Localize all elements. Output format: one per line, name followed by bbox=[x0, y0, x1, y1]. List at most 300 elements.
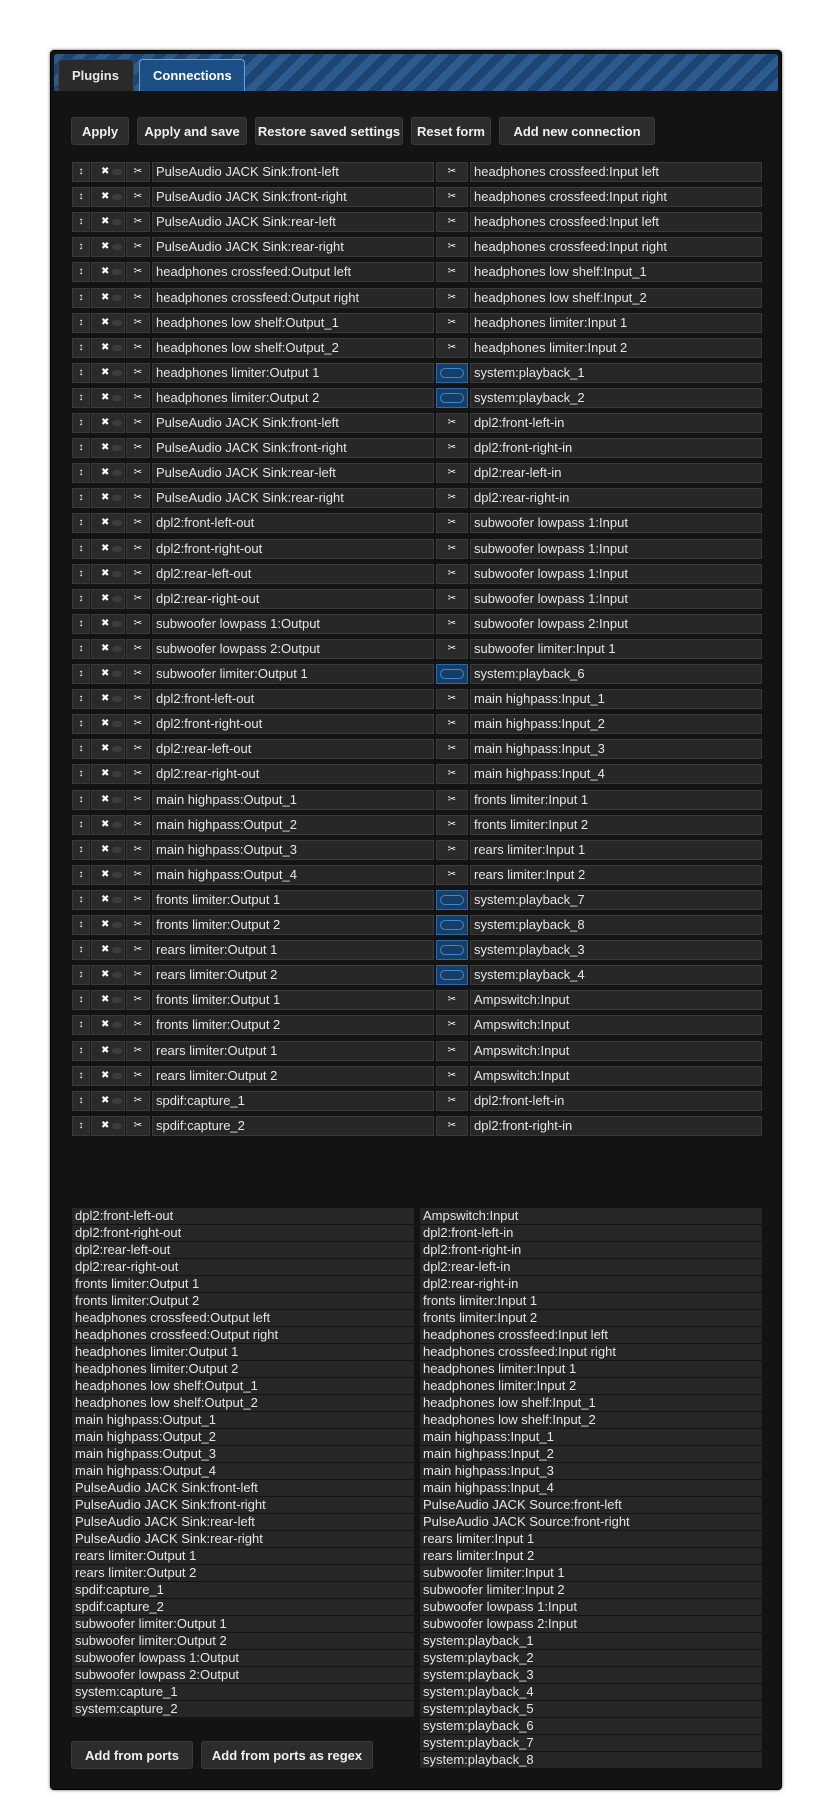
move-handle[interactable] bbox=[72, 664, 90, 684]
destination-port-field[interactable]: system:playback_6 bbox=[470, 664, 762, 684]
input-port-item[interactable]: fronts limiter:Input 2 bbox=[420, 1310, 762, 1326]
connection-toggle-button[interactable] bbox=[436, 1066, 468, 1086]
destination-port-field[interactable]: main highpass:Input_2 bbox=[470, 714, 762, 734]
delete-button[interactable] bbox=[91, 363, 125, 383]
delete-button[interactable] bbox=[91, 338, 125, 358]
destination-port-field[interactable]: dpl2:front-right-in bbox=[470, 438, 762, 458]
connection-toggle-button[interactable] bbox=[436, 714, 468, 734]
tab-plugins[interactable]: Plugins bbox=[58, 59, 134, 91]
connection-toggle-button[interactable] bbox=[436, 840, 468, 860]
cut-source-button[interactable] bbox=[126, 689, 150, 709]
restore-saved-settings-button[interactable]: Restore saved settings bbox=[255, 117, 403, 145]
delete-button[interactable] bbox=[91, 413, 125, 433]
output-port-item[interactable]: fronts limiter:Output 1 bbox=[72, 1276, 414, 1292]
delete-button[interactable] bbox=[91, 463, 125, 483]
move-handle[interactable] bbox=[72, 965, 90, 985]
delete-button[interactable] bbox=[91, 262, 125, 282]
delete-button[interactable] bbox=[91, 965, 125, 985]
destination-port-field[interactable]: Ampswitch:Input bbox=[470, 1041, 762, 1061]
destination-port-field[interactable]: headphones crossfeed:Input left bbox=[470, 212, 762, 232]
delete-button[interactable] bbox=[91, 187, 125, 207]
delete-button[interactable] bbox=[91, 162, 125, 182]
source-port-field[interactable]: PulseAudio JACK Sink:rear-left bbox=[152, 212, 434, 232]
move-handle[interactable] bbox=[72, 589, 90, 609]
delete-button[interactable] bbox=[91, 990, 125, 1010]
input-port-item[interactable]: subwoofer limiter:Input 2 bbox=[420, 1582, 762, 1598]
move-handle[interactable] bbox=[72, 1116, 90, 1136]
cut-source-button[interactable] bbox=[126, 413, 150, 433]
delete-button[interactable] bbox=[91, 664, 125, 684]
source-port-field[interactable]: subwoofer lowpass 2:Output bbox=[152, 639, 434, 659]
connection-toggle-button[interactable] bbox=[436, 564, 468, 584]
source-port-field[interactable]: dpl2:front-left-out bbox=[152, 689, 434, 709]
source-port-field[interactable]: headphones low shelf:Output_1 bbox=[152, 313, 434, 333]
cut-source-button[interactable] bbox=[126, 815, 150, 835]
input-port-item[interactable]: dpl2:rear-right-in bbox=[420, 1276, 762, 1292]
input-port-item[interactable]: system:playback_5 bbox=[420, 1701, 762, 1717]
connection-toggle-button[interactable] bbox=[436, 539, 468, 559]
destination-port-field[interactable]: headphones low shelf:Input_2 bbox=[470, 288, 762, 308]
input-port-item[interactable]: system:playback_8 bbox=[420, 1752, 762, 1768]
cut-source-button[interactable] bbox=[126, 790, 150, 810]
input-port-item[interactable]: PulseAudio JACK Source:front-left bbox=[420, 1497, 762, 1513]
move-handle[interactable] bbox=[72, 539, 90, 559]
reset-form-button[interactable]: Reset form bbox=[411, 117, 491, 145]
destination-port-field[interactable]: system:playback_2 bbox=[470, 388, 762, 408]
input-port-item[interactable]: dpl2:rear-left-in bbox=[420, 1259, 762, 1275]
move-handle[interactable] bbox=[72, 639, 90, 659]
connection-toggle-button[interactable] bbox=[436, 262, 468, 282]
output-port-item[interactable]: subwoofer limiter:Output 1 bbox=[72, 1616, 414, 1632]
delete-button[interactable] bbox=[91, 639, 125, 659]
move-handle[interactable] bbox=[72, 1015, 90, 1035]
destination-port-field[interactable]: system:playback_4 bbox=[470, 965, 762, 985]
move-handle[interactable] bbox=[72, 915, 90, 935]
input-port-item[interactable]: dpl2:front-right-in bbox=[420, 1242, 762, 1258]
cut-source-button[interactable] bbox=[126, 664, 150, 684]
connection-toggle-button[interactable] bbox=[436, 187, 468, 207]
move-handle[interactable] bbox=[72, 262, 90, 282]
move-handle[interactable] bbox=[72, 288, 90, 308]
destination-port-field[interactable]: headphones crossfeed:Input right bbox=[470, 187, 762, 207]
delete-button[interactable] bbox=[91, 1066, 125, 1086]
cut-source-button[interactable] bbox=[126, 338, 150, 358]
connection-toggle-button[interactable] bbox=[436, 689, 468, 709]
destination-port-field[interactable]: subwoofer lowpass 1:Input bbox=[470, 513, 762, 533]
output-port-item[interactable]: system:capture_2 bbox=[72, 1701, 414, 1717]
delete-button[interactable] bbox=[91, 815, 125, 835]
cut-source-button[interactable] bbox=[126, 890, 150, 910]
delete-button[interactable] bbox=[91, 915, 125, 935]
connection-toggle-button[interactable] bbox=[436, 589, 468, 609]
source-port-field[interactable]: headphones low shelf:Output_2 bbox=[152, 338, 434, 358]
output-port-item[interactable]: main highpass:Output_3 bbox=[72, 1446, 414, 1462]
cut-source-button[interactable] bbox=[126, 940, 150, 960]
cut-source-button[interactable] bbox=[126, 539, 150, 559]
source-port-field[interactable]: PulseAudio JACK Sink:front-right bbox=[152, 187, 434, 207]
destination-port-field[interactable]: fronts limiter:Input 1 bbox=[470, 790, 762, 810]
output-port-item[interactable]: subwoofer lowpass 1:Output bbox=[72, 1650, 414, 1666]
cut-source-button[interactable] bbox=[126, 714, 150, 734]
cut-source-button[interactable] bbox=[126, 463, 150, 483]
cut-source-button[interactable] bbox=[126, 212, 150, 232]
apply-and-save-button[interactable]: Apply and save bbox=[137, 117, 247, 145]
connection-toggle-button[interactable] bbox=[436, 313, 468, 333]
input-port-item[interactable]: headphones low shelf:Input_1 bbox=[420, 1395, 762, 1411]
move-handle[interactable] bbox=[72, 463, 90, 483]
source-port-field[interactable]: dpl2:front-right-out bbox=[152, 539, 434, 559]
output-port-item[interactable]: main highpass:Output_4 bbox=[72, 1463, 414, 1479]
source-port-field[interactable]: PulseAudio JACK Sink:rear-right bbox=[152, 237, 434, 257]
delete-button[interactable] bbox=[91, 1116, 125, 1136]
source-port-field[interactable]: main highpass:Output_3 bbox=[152, 840, 434, 860]
cut-source-button[interactable] bbox=[126, 262, 150, 282]
destination-port-field[interactable]: rears limiter:Input 2 bbox=[470, 865, 762, 885]
input-port-item[interactable]: main highpass:Input_3 bbox=[420, 1463, 762, 1479]
input-port-item[interactable]: subwoofer lowpass 2:Input bbox=[420, 1616, 762, 1632]
cut-source-button[interactable] bbox=[126, 313, 150, 333]
input-port-item[interactable]: headphones limiter:Input 1 bbox=[420, 1361, 762, 1377]
source-port-field[interactable]: rears limiter:Output 2 bbox=[152, 1066, 434, 1086]
source-port-field[interactable]: main highpass:Output_1 bbox=[152, 790, 434, 810]
destination-port-field[interactable]: main highpass:Input_3 bbox=[470, 739, 762, 759]
output-port-item[interactable]: main highpass:Output_1 bbox=[72, 1412, 414, 1428]
destination-port-field[interactable]: dpl2:rear-left-in bbox=[470, 463, 762, 483]
delete-button[interactable] bbox=[91, 488, 125, 508]
output-port-item[interactable]: headphones low shelf:Output_1 bbox=[72, 1378, 414, 1394]
delete-button[interactable] bbox=[91, 539, 125, 559]
connection-toggle-button[interactable] bbox=[436, 739, 468, 759]
source-port-field[interactable]: rears limiter:Output 1 bbox=[152, 940, 434, 960]
input-port-item[interactable]: headphones crossfeed:Input right bbox=[420, 1344, 762, 1360]
source-port-field[interactable]: fronts limiter:Output 1 bbox=[152, 890, 434, 910]
connection-toggle-button[interactable] bbox=[436, 463, 468, 483]
input-port-item[interactable]: rears limiter:Input 2 bbox=[420, 1548, 762, 1564]
output-port-item[interactable]: headphones low shelf:Output_2 bbox=[72, 1395, 414, 1411]
destination-port-field[interactable]: main highpass:Input_1 bbox=[470, 689, 762, 709]
source-port-field[interactable]: dpl2:rear-right-out bbox=[152, 589, 434, 609]
cut-source-button[interactable] bbox=[126, 162, 150, 182]
move-handle[interactable] bbox=[72, 1041, 90, 1061]
delete-button[interactable] bbox=[91, 388, 125, 408]
source-port-field[interactable]: headphones limiter:Output 1 bbox=[152, 363, 434, 383]
connection-toggle-button[interactable] bbox=[436, 990, 468, 1010]
move-handle[interactable] bbox=[72, 488, 90, 508]
delete-button[interactable] bbox=[91, 940, 125, 960]
input-port-item[interactable]: headphones crossfeed:Input left bbox=[420, 1327, 762, 1343]
connection-toggle-button[interactable] bbox=[436, 1015, 468, 1035]
input-port-item[interactable]: system:playback_4 bbox=[420, 1684, 762, 1700]
cut-source-button[interactable] bbox=[126, 288, 150, 308]
add-from-ports-regex-button[interactable]: Add from ports as regex bbox=[201, 1741, 373, 1769]
source-port-field[interactable]: PulseAudio JACK Sink:rear-right bbox=[152, 488, 434, 508]
source-port-field[interactable]: PulseAudio JACK Sink:front-right bbox=[152, 438, 434, 458]
connection-toggle-button[interactable] bbox=[436, 237, 468, 257]
input-port-item[interactable]: dpl2:front-left-in bbox=[420, 1225, 762, 1241]
destination-port-field[interactable]: Ampswitch:Input bbox=[470, 1066, 762, 1086]
connection-toggle-button[interactable] bbox=[436, 1041, 468, 1061]
source-port-field[interactable]: dpl2:rear-left-out bbox=[152, 739, 434, 759]
destination-port-field[interactable]: fronts limiter:Input 2 bbox=[470, 815, 762, 835]
cut-source-button[interactable] bbox=[126, 639, 150, 659]
move-handle[interactable] bbox=[72, 940, 90, 960]
input-port-item[interactable]: subwoofer limiter:Input 1 bbox=[420, 1565, 762, 1581]
input-port-item[interactable]: main highpass:Input_4 bbox=[420, 1480, 762, 1496]
connection-toggle-button[interactable] bbox=[436, 488, 468, 508]
output-port-item[interactable]: PulseAudio JACK Sink:rear-right bbox=[72, 1531, 414, 1547]
move-handle[interactable] bbox=[72, 790, 90, 810]
delete-button[interactable] bbox=[91, 614, 125, 634]
source-port-field[interactable]: PulseAudio JACK Sink:front-left bbox=[152, 413, 434, 433]
input-port-item[interactable]: rears limiter:Input 1 bbox=[420, 1531, 762, 1547]
input-port-item[interactable]: headphones low shelf:Input_2 bbox=[420, 1412, 762, 1428]
delete-button[interactable] bbox=[91, 840, 125, 860]
move-handle[interactable] bbox=[72, 564, 90, 584]
add-from-ports-button[interactable]: Add from ports bbox=[71, 1741, 193, 1769]
move-handle[interactable] bbox=[72, 840, 90, 860]
cut-source-button[interactable] bbox=[126, 589, 150, 609]
input-port-item[interactable]: Ampswitch:Input bbox=[420, 1208, 762, 1224]
input-port-item[interactable]: headphones limiter:Input 2 bbox=[420, 1378, 762, 1394]
apply-button[interactable]: Apply bbox=[71, 117, 129, 145]
move-handle[interactable] bbox=[72, 990, 90, 1010]
input-port-item[interactable]: PulseAudio JACK Source:front-right bbox=[420, 1514, 762, 1530]
move-handle[interactable] bbox=[72, 313, 90, 333]
output-port-item[interactable]: fronts limiter:Output 2 bbox=[72, 1293, 414, 1309]
output-port-item[interactable]: dpl2:front-left-out bbox=[72, 1208, 414, 1224]
delete-button[interactable] bbox=[91, 438, 125, 458]
move-handle[interactable] bbox=[72, 739, 90, 759]
cut-source-button[interactable] bbox=[126, 1041, 150, 1061]
input-port-item[interactable]: subwoofer lowpass 1:Input bbox=[420, 1599, 762, 1615]
output-port-item[interactable]: PulseAudio JACK Sink:rear-left bbox=[72, 1514, 414, 1530]
move-handle[interactable] bbox=[72, 162, 90, 182]
cut-source-button[interactable] bbox=[126, 915, 150, 935]
move-handle[interactable] bbox=[72, 338, 90, 358]
source-port-field[interactable]: main highpass:Output_2 bbox=[152, 815, 434, 835]
output-port-item[interactable]: rears limiter:Output 2 bbox=[72, 1565, 414, 1581]
output-port-item[interactable]: spdif:capture_2 bbox=[72, 1599, 414, 1615]
source-port-field[interactable]: rears limiter:Output 2 bbox=[152, 965, 434, 985]
destination-port-field[interactable]: subwoofer limiter:Input 1 bbox=[470, 639, 762, 659]
source-port-field[interactable]: PulseAudio JACK Sink:front-left bbox=[152, 162, 434, 182]
delete-button[interactable] bbox=[91, 513, 125, 533]
move-handle[interactable] bbox=[72, 212, 90, 232]
cut-source-button[interactable] bbox=[126, 965, 150, 985]
output-port-item[interactable]: main highpass:Output_2 bbox=[72, 1429, 414, 1445]
source-port-field[interactable]: headphones crossfeed:Output right bbox=[152, 288, 434, 308]
move-handle[interactable] bbox=[72, 1091, 90, 1111]
add-new-connection-button[interactable]: Add new connection bbox=[499, 117, 655, 145]
move-handle[interactable] bbox=[72, 614, 90, 634]
delete-button[interactable] bbox=[91, 212, 125, 232]
source-port-field[interactable]: dpl2:rear-right-out bbox=[152, 764, 434, 784]
destination-port-field[interactable]: headphones limiter:Input 1 bbox=[470, 313, 762, 333]
destination-port-field[interactable]: subwoofer lowpass 1:Input bbox=[470, 564, 762, 584]
cut-source-button[interactable] bbox=[126, 564, 150, 584]
move-handle[interactable] bbox=[72, 187, 90, 207]
input-port-item[interactable]: system:playback_6 bbox=[420, 1718, 762, 1734]
cut-source-button[interactable] bbox=[126, 187, 150, 207]
destination-port-field[interactable]: system:playback_3 bbox=[470, 940, 762, 960]
connection-toggle-button[interactable] bbox=[436, 965, 468, 985]
destination-port-field[interactable]: subwoofer lowpass 1:Input bbox=[470, 539, 762, 559]
connection-toggle-button[interactable] bbox=[436, 212, 468, 232]
move-handle[interactable] bbox=[72, 388, 90, 408]
cut-source-button[interactable] bbox=[126, 488, 150, 508]
connection-toggle-button[interactable] bbox=[436, 764, 468, 784]
input-port-item[interactable]: system:playback_1 bbox=[420, 1633, 762, 1649]
move-handle[interactable] bbox=[72, 363, 90, 383]
output-port-item[interactable]: spdif:capture_1 bbox=[72, 1582, 414, 1598]
output-port-item[interactable]: dpl2:rear-left-out bbox=[72, 1242, 414, 1258]
destination-port-field[interactable]: dpl2:front-left-in bbox=[470, 1091, 762, 1111]
source-port-field[interactable]: dpl2:front-left-out bbox=[152, 513, 434, 533]
delete-button[interactable] bbox=[91, 865, 125, 885]
cut-source-button[interactable] bbox=[126, 1015, 150, 1035]
destination-port-field[interactable]: headphones crossfeed:Input right bbox=[470, 237, 762, 257]
move-handle[interactable] bbox=[72, 815, 90, 835]
destination-port-field[interactable]: dpl2:rear-right-in bbox=[470, 488, 762, 508]
cut-source-button[interactable] bbox=[126, 865, 150, 885]
connection-toggle-button[interactable] bbox=[436, 940, 468, 960]
source-port-field[interactable]: fronts limiter:Output 2 bbox=[152, 1015, 434, 1035]
move-handle[interactable] bbox=[72, 237, 90, 257]
cut-source-button[interactable] bbox=[126, 513, 150, 533]
move-handle[interactable] bbox=[72, 689, 90, 709]
move-handle[interactable] bbox=[72, 413, 90, 433]
destination-port-field[interactable]: system:playback_1 bbox=[470, 363, 762, 383]
delete-button[interactable] bbox=[91, 890, 125, 910]
connection-toggle-button[interactable] bbox=[436, 338, 468, 358]
connection-toggle-button[interactable] bbox=[436, 639, 468, 659]
output-port-item[interactable]: subwoofer lowpass 2:Output bbox=[72, 1667, 414, 1683]
tab-connections[interactable]: Connections bbox=[139, 59, 245, 91]
delete-button[interactable] bbox=[91, 714, 125, 734]
output-port-item[interactable]: headphones crossfeed:Output right bbox=[72, 1327, 414, 1343]
destination-port-field[interactable]: system:playback_7 bbox=[470, 890, 762, 910]
destination-port-field[interactable]: system:playback_8 bbox=[470, 915, 762, 935]
destination-port-field[interactable]: dpl2:front-left-in bbox=[470, 413, 762, 433]
connection-toggle-button[interactable] bbox=[436, 1091, 468, 1111]
delete-button[interactable] bbox=[91, 689, 125, 709]
input-port-item[interactable]: system:playback_7 bbox=[420, 1735, 762, 1751]
output-port-item[interactable]: PulseAudio JACK Sink:front-left bbox=[72, 1480, 414, 1496]
connection-toggle-button[interactable] bbox=[436, 162, 468, 182]
output-port-item[interactable]: rears limiter:Output 1 bbox=[72, 1548, 414, 1564]
move-handle[interactable] bbox=[72, 865, 90, 885]
source-port-field[interactable]: rears limiter:Output 1 bbox=[152, 1041, 434, 1061]
output-port-item[interactable]: PulseAudio JACK Sink:front-right bbox=[72, 1497, 414, 1513]
destination-port-field[interactable]: main highpass:Input_4 bbox=[470, 764, 762, 784]
connection-toggle-button[interactable] bbox=[436, 1116, 468, 1136]
source-port-field[interactable]: spdif:capture_1 bbox=[152, 1091, 434, 1111]
destination-port-field[interactable]: dpl2:front-right-in bbox=[470, 1116, 762, 1136]
delete-button[interactable] bbox=[91, 1091, 125, 1111]
destination-port-field[interactable]: Ampswitch:Input bbox=[470, 1015, 762, 1035]
move-handle[interactable] bbox=[72, 513, 90, 533]
cut-source-button[interactable] bbox=[126, 614, 150, 634]
output-port-item[interactable]: system:capture_1 bbox=[72, 1684, 414, 1700]
destination-port-field[interactable]: subwoofer lowpass 1:Input bbox=[470, 589, 762, 609]
cut-source-button[interactable] bbox=[126, 840, 150, 860]
destination-port-field[interactable]: headphones limiter:Input 2 bbox=[470, 338, 762, 358]
source-port-field[interactable]: dpl2:rear-left-out bbox=[152, 564, 434, 584]
source-port-field[interactable]: headphones limiter:Output 2 bbox=[152, 388, 434, 408]
move-handle[interactable] bbox=[72, 764, 90, 784]
connection-toggle-button[interactable] bbox=[436, 614, 468, 634]
output-port-item[interactable]: headphones crossfeed:Output left bbox=[72, 1310, 414, 1326]
output-port-item[interactable]: dpl2:rear-right-out bbox=[72, 1259, 414, 1275]
connection-toggle-button[interactable] bbox=[436, 815, 468, 835]
connection-toggle-button[interactable] bbox=[436, 790, 468, 810]
delete-button[interactable] bbox=[91, 764, 125, 784]
output-port-item[interactable]: headphones limiter:Output 2 bbox=[72, 1361, 414, 1377]
connection-toggle-button[interactable] bbox=[436, 865, 468, 885]
connection-toggle-button[interactable] bbox=[436, 388, 468, 408]
move-handle[interactable] bbox=[72, 714, 90, 734]
connection-toggle-button[interactable] bbox=[436, 438, 468, 458]
destination-port-field[interactable]: Ampswitch:Input bbox=[470, 990, 762, 1010]
source-port-field[interactable]: fronts limiter:Output 2 bbox=[152, 915, 434, 935]
destination-port-field[interactable]: headphones crossfeed:Input left bbox=[470, 162, 762, 182]
delete-button[interactable] bbox=[91, 1015, 125, 1035]
connection-toggle-button[interactable] bbox=[436, 288, 468, 308]
cut-source-button[interactable] bbox=[126, 1116, 150, 1136]
output-port-item[interactable]: subwoofer limiter:Output 2 bbox=[72, 1633, 414, 1649]
move-handle[interactable] bbox=[72, 1066, 90, 1086]
delete-button[interactable] bbox=[91, 237, 125, 257]
cut-source-button[interactable] bbox=[126, 388, 150, 408]
cut-source-button[interactable] bbox=[126, 1066, 150, 1086]
delete-button[interactable] bbox=[91, 288, 125, 308]
source-port-field[interactable]: headphones crossfeed:Output left bbox=[152, 262, 434, 282]
connection-toggle-button[interactable] bbox=[436, 664, 468, 684]
destination-port-field[interactable]: rears limiter:Input 1 bbox=[470, 840, 762, 860]
connection-toggle-button[interactable] bbox=[436, 890, 468, 910]
cut-source-button[interactable] bbox=[126, 764, 150, 784]
source-port-field[interactable]: subwoofer limiter:Output 1 bbox=[152, 664, 434, 684]
move-handle[interactable] bbox=[72, 890, 90, 910]
cut-source-button[interactable] bbox=[126, 739, 150, 759]
input-port-item[interactable]: main highpass:Input_1 bbox=[420, 1429, 762, 1445]
destination-port-field[interactable]: subwoofer lowpass 2:Input bbox=[470, 614, 762, 634]
cut-source-button[interactable] bbox=[126, 237, 150, 257]
input-port-item[interactable]: fronts limiter:Input 1 bbox=[420, 1293, 762, 1309]
connection-toggle-button[interactable] bbox=[436, 915, 468, 935]
source-port-field[interactable]: main highpass:Output_4 bbox=[152, 865, 434, 885]
delete-button[interactable] bbox=[91, 739, 125, 759]
input-port-item[interactable]: system:playback_3 bbox=[420, 1667, 762, 1683]
delete-button[interactable] bbox=[91, 564, 125, 584]
source-port-field[interactable]: spdif:capture_2 bbox=[152, 1116, 434, 1136]
destination-port-field[interactable]: headphones low shelf:Input_1 bbox=[470, 262, 762, 282]
output-port-item[interactable]: dpl2:front-right-out bbox=[72, 1225, 414, 1241]
connection-toggle-button[interactable] bbox=[436, 413, 468, 433]
delete-button[interactable] bbox=[91, 1041, 125, 1061]
delete-button[interactable] bbox=[91, 790, 125, 810]
input-port-item[interactable]: main highpass:Input_2 bbox=[420, 1446, 762, 1462]
connection-toggle-button[interactable] bbox=[436, 363, 468, 383]
cut-source-button[interactable] bbox=[126, 363, 150, 383]
cut-source-button[interactable] bbox=[126, 1091, 150, 1111]
input-port-item[interactable]: system:playback_2 bbox=[420, 1650, 762, 1666]
move-handle[interactable] bbox=[72, 438, 90, 458]
source-port-field[interactable]: subwoofer lowpass 1:Output bbox=[152, 614, 434, 634]
cut-source-button[interactable] bbox=[126, 990, 150, 1010]
output-port-item[interactable]: headphones limiter:Output 1 bbox=[72, 1344, 414, 1360]
source-port-field[interactable]: PulseAudio JACK Sink:rear-left bbox=[152, 463, 434, 483]
